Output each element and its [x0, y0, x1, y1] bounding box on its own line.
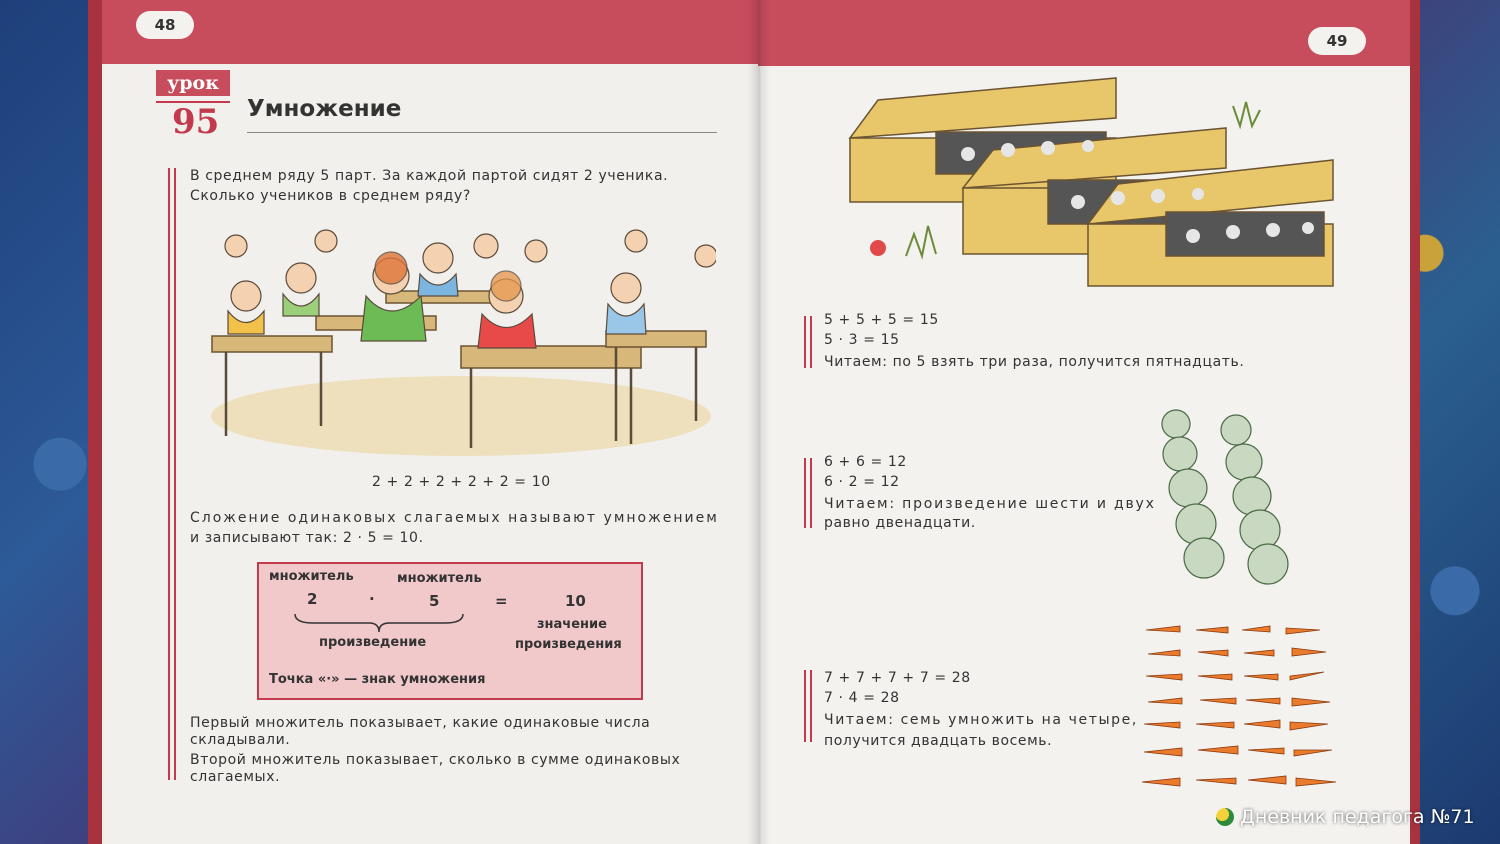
multiply-dot: · [369, 590, 375, 608]
block3-addition: 7 + 7 + 7 + 7 = 28 [824, 670, 971, 686]
block3-marker [804, 670, 806, 742]
factor-2-value: 5 [429, 592, 440, 610]
product-brace [293, 612, 465, 634]
watermark-text: Дневник педагога №71 [1240, 806, 1475, 828]
definition-line-2: и записывают так: 2 · 5 = 10. [190, 530, 424, 546]
left-page [102, 0, 758, 844]
block1-reading: Читаем: по 5 взять три раза, получится пятнадцать. [824, 354, 1245, 370]
right-page-number: 49 [1308, 27, 1366, 55]
problem-line-2: Сколько учеников в среднем ряду? [190, 188, 471, 204]
factor-label-1: множитель [269, 569, 354, 584]
definition-line-1: Сложение одинаковых слагаемых называют умножением [190, 510, 719, 526]
rabbit-hutches-illustration [848, 76, 1348, 302]
block3-multiplication: 7 · 4 = 28 [824, 690, 900, 706]
factor-label-2: множитель [397, 571, 482, 586]
book-gutter [748, 0, 770, 844]
carrots-illustration [1140, 620, 1350, 796]
block3-reading-2: получится двадцать восемь. [824, 733, 1053, 749]
block2-reading-2: равно двенадцати. [824, 515, 976, 531]
explanation-line-4: слагаемых. [190, 769, 281, 785]
dot-sign-note: Точка «·» — знак умножения [269, 672, 486, 687]
title-underline [247, 132, 717, 133]
right-page [758, 0, 1410, 844]
block3-marker-inner [810, 670, 812, 742]
lesson-title: Умножение [247, 96, 402, 122]
cabbages-illustration [1158, 408, 1298, 590]
left-page-number: 48 [136, 11, 194, 39]
left-page-header-band [102, 0, 758, 64]
addition-equation: 2 + 2 + 2 + 2 + 2 = 10 [372, 474, 551, 490]
block2-marker [804, 458, 806, 528]
watermark-logo-icon [1216, 808, 1234, 826]
value-label-2: произведения [515, 637, 622, 652]
explanation-line-3: Второй множитель показывает, сколько в сумме одинаковых [190, 752, 681, 768]
block2-multiplication: 6 · 2 = 12 [824, 474, 900, 490]
lesson-label: урок [156, 70, 230, 96]
multiplication-terms-box [257, 562, 643, 700]
block1-marker [804, 316, 806, 368]
explanation-line-1: Первый множитель показывает, какие одинаковые числа [190, 715, 651, 731]
product-value: 10 [565, 592, 586, 610]
value-label-1: значение [537, 617, 607, 632]
block2-marker-inner [810, 458, 812, 528]
classroom-illustration [206, 216, 716, 456]
factor-1-value: 2 [307, 590, 318, 608]
product-label: произведение [319, 635, 427, 650]
lesson-number: 95 [172, 102, 220, 142]
section-marker-left-inner [174, 168, 176, 780]
problem-line-1: В среднем ряду 5 парт. За каждой партой сидят 2 ученика. [190, 168, 669, 184]
block2-reading-1: Читаем: произведение шести и двух [824, 496, 1156, 512]
block3-reading-1: Читаем: семь умножить на четыре, [824, 712, 1138, 728]
block2-addition: 6 + 6 = 12 [824, 454, 907, 470]
equals-sign: = [495, 592, 508, 610]
block1-addition: 5 + 5 + 5 = 15 [824, 312, 939, 328]
explanation-line-2: складывали. [190, 732, 291, 748]
block1-multiplication: 5 · 3 = 15 [824, 332, 900, 348]
block1-marker-inner [810, 316, 812, 368]
section-marker-left [168, 168, 170, 780]
